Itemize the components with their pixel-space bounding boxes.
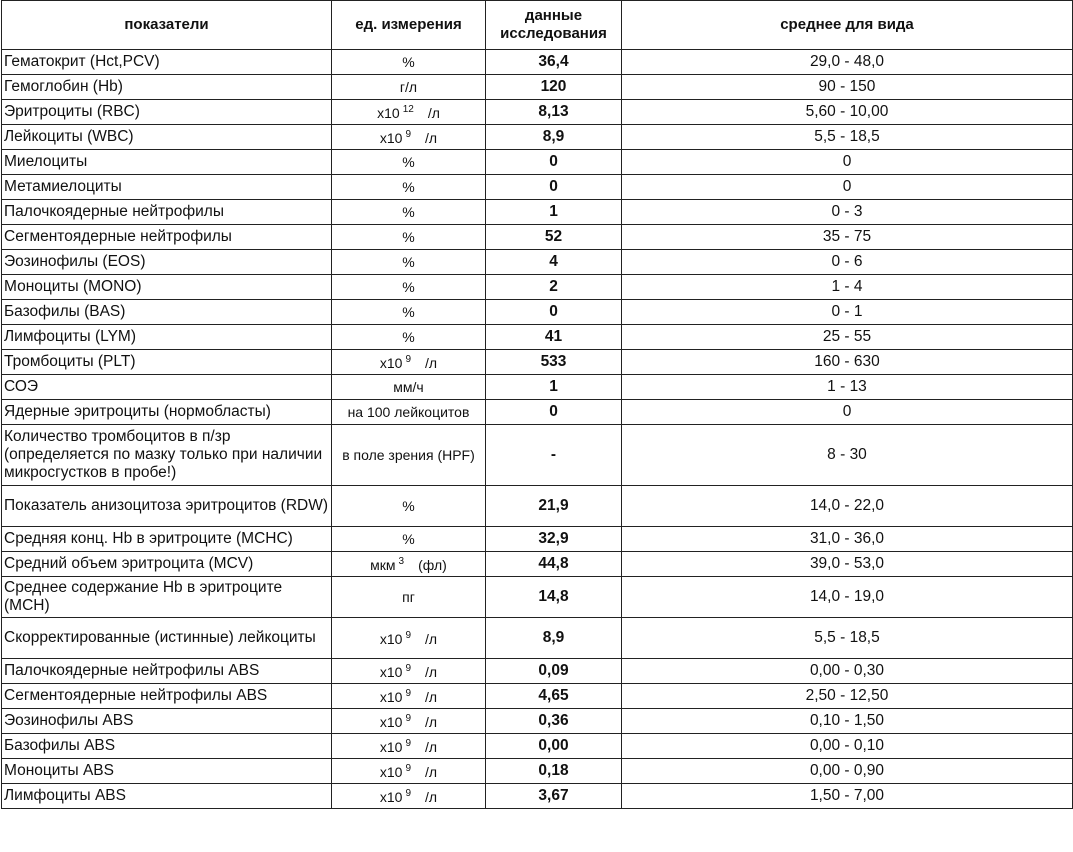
reference-range: 31,0 - 36,0 <box>622 527 1073 552</box>
result-value: 1 <box>486 200 622 225</box>
result-value: 41 <box>486 325 622 350</box>
unit-suffix: /л <box>425 688 438 705</box>
result-value: 120 <box>486 75 622 100</box>
param-name: Моноциты ABS <box>2 759 332 784</box>
param-name: Скорректированные (истинные) лейкоциты <box>2 618 332 659</box>
param-unit <box>332 577 486 618</box>
param-unit <box>332 527 486 552</box>
reference-range: 35 - 75 <box>622 225 1073 250</box>
unit-text: х10 <box>379 738 403 755</box>
result-value: 8,9 <box>486 125 622 150</box>
table-row <box>2 784 1073 809</box>
reference-range: 25 - 55 <box>622 325 1073 350</box>
unit-text: % <box>402 204 415 220</box>
result-value: 2 <box>486 275 622 300</box>
param-name: Тромбоциты (PLT) <box>2 350 332 375</box>
result-value: 533 <box>486 350 622 375</box>
unit-text: мм/ч <box>393 379 424 395</box>
result-value: 4 <box>486 250 622 275</box>
reference-range: 0 - 3 <box>622 200 1073 225</box>
unit-text: х10 <box>379 788 403 805</box>
result-value: 1 <box>486 375 622 400</box>
reference-range: 160 - 630 <box>622 350 1073 375</box>
param-name: Моноциты (MONO) <box>2 275 332 300</box>
result-value: 0,00 <box>486 734 622 759</box>
param-unit <box>332 552 486 577</box>
result-value: 0,36 <box>486 709 622 734</box>
result-value: - <box>486 425 622 486</box>
param-name: СОЭ <box>2 375 332 400</box>
unit-text: на 100 лейкоцитов <box>347 404 470 420</box>
table-row <box>2 175 1073 200</box>
unit-text: х10 <box>379 663 403 680</box>
table-row <box>2 250 1073 275</box>
unit-text: х10 <box>379 630 403 647</box>
param-name: Миелоциты <box>2 150 332 175</box>
unit-exponent: 9 <box>405 762 412 774</box>
result-value: 32,9 <box>486 527 622 552</box>
param-name: Эритроциты (RBC) <box>2 100 332 125</box>
param-name: Ядерные эритроциты (нормобласты) <box>2 400 332 425</box>
reference-range: 0 <box>622 150 1073 175</box>
reference-range: 0,10 - 1,50 <box>622 709 1073 734</box>
unit-exponent: 9 <box>405 737 412 749</box>
unit-exponent: 9 <box>405 787 412 799</box>
unit-suffix: /л <box>425 738 438 755</box>
unit-exponent: 12 <box>402 103 414 115</box>
unit-exponent: 9 <box>405 629 412 641</box>
table-row <box>2 486 1073 527</box>
reference-range: 5,60 - 10,00 <box>622 100 1073 125</box>
header-reference: среднее для вида <box>622 1 1073 50</box>
unit-suffix: /л <box>425 663 438 680</box>
header-unit: ед. измерения <box>332 1 486 50</box>
reference-range: 90 - 150 <box>622 75 1073 100</box>
reference-range: 1 - 4 <box>622 275 1073 300</box>
result-value: 14,8 <box>486 577 622 618</box>
param-unit <box>332 150 486 175</box>
reference-range: 39,0 - 53,0 <box>622 552 1073 577</box>
result-value: 0 <box>486 400 622 425</box>
param-unit <box>332 100 486 125</box>
param-name: Средний объем эритроцита (MCV) <box>2 552 332 577</box>
unit-suffix: /л <box>425 788 438 805</box>
table-row <box>2 759 1073 784</box>
unit-exponent: 9 <box>405 687 412 699</box>
param-unit <box>332 350 486 375</box>
param-name: Лимфоциты (LYM) <box>2 325 332 350</box>
table-row <box>2 400 1073 425</box>
table-row <box>2 275 1073 300</box>
reference-range: 0,00 - 0,30 <box>622 659 1073 684</box>
unit-suffix: /л <box>425 713 438 730</box>
unit-exponent: 9 <box>405 662 412 674</box>
param-name: Палочкоядерные нейтрофилы ABS <box>2 659 332 684</box>
reference-range: 29,0 - 48,0 <box>622 50 1073 75</box>
unit-text: х10 <box>379 129 403 146</box>
param-unit <box>332 684 486 709</box>
result-value: 44,8 <box>486 552 622 577</box>
unit-text: % <box>402 254 415 270</box>
param-name: Базофилы (BAS) <box>2 300 332 325</box>
param-name: Эозинофилы ABS <box>2 709 332 734</box>
table-row <box>2 150 1073 175</box>
param-unit <box>332 200 486 225</box>
reference-range: 1 - 13 <box>622 375 1073 400</box>
reference-range: 14,0 - 22,0 <box>622 486 1073 527</box>
reference-range: 5,5 - 18,5 <box>622 618 1073 659</box>
table-row <box>2 225 1073 250</box>
result-value: 21,9 <box>486 486 622 527</box>
unit-suffix: /л <box>425 354 438 371</box>
unit-text: х10 <box>379 688 403 705</box>
param-name: Лейкоциты (WBC) <box>2 125 332 150</box>
param-unit <box>332 125 486 150</box>
unit-text: х10 <box>379 763 403 780</box>
result-value: 0,18 <box>486 759 622 784</box>
param-name: Метамиелоциты <box>2 175 332 200</box>
param-unit <box>332 659 486 684</box>
table-row <box>2 100 1073 125</box>
param-unit <box>332 275 486 300</box>
table-row <box>2 425 1073 486</box>
param-name: Сегментоядерные нейтрофилы ABS <box>2 684 332 709</box>
param-name: Показатель анизоцитоза эритроцитов (RDW) <box>2 486 332 527</box>
unit-text: % <box>402 498 415 514</box>
table-row <box>2 618 1073 659</box>
table-row <box>2 577 1073 618</box>
unit-text: % <box>402 229 415 245</box>
table-row <box>2 350 1073 375</box>
reference-range: 5,5 - 18,5 <box>622 125 1073 150</box>
param-name: Гемоглобин (Hb) <box>2 75 332 100</box>
param-unit <box>332 709 486 734</box>
unit-text: % <box>402 54 415 70</box>
reference-range: 0,00 - 0,10 <box>622 734 1073 759</box>
reference-range: 0 - 1 <box>622 300 1073 325</box>
result-value: 3,67 <box>486 784 622 809</box>
param-unit <box>332 759 486 784</box>
result-value: 36,4 <box>486 50 622 75</box>
param-name: Палочкоядерные нейтрофилы <box>2 200 332 225</box>
param-unit <box>332 325 486 350</box>
param-unit <box>332 175 486 200</box>
result-value: 4,65 <box>486 684 622 709</box>
unit-text: х10 <box>379 713 403 730</box>
reference-range: 0 <box>622 175 1073 200</box>
param-name: Эозинофилы (EOS) <box>2 250 332 275</box>
table-row <box>2 659 1073 684</box>
param-name: Среднее содержание Hb в эритроците (MCH) <box>2 577 332 618</box>
param-unit <box>332 50 486 75</box>
header-row <box>2 1 1073 50</box>
table-row <box>2 125 1073 150</box>
table-row <box>2 552 1073 577</box>
param-unit <box>332 75 486 100</box>
param-unit <box>332 300 486 325</box>
unit-exponent: 9 <box>405 128 412 140</box>
result-value: 0 <box>486 150 622 175</box>
result-value: 0 <box>486 300 622 325</box>
table-row <box>2 50 1073 75</box>
unit-exponent: 9 <box>405 712 412 724</box>
param-unit <box>332 375 486 400</box>
reference-range: 14,0 - 19,0 <box>622 577 1073 618</box>
unit-text: % <box>402 329 415 345</box>
param-unit <box>332 425 486 486</box>
unit-suffix: /л <box>425 763 438 780</box>
table-row <box>2 684 1073 709</box>
param-unit <box>332 486 486 527</box>
reference-range: 0 - 6 <box>622 250 1073 275</box>
unit-exponent: 9 <box>405 353 412 365</box>
unit-text: х10 <box>379 354 403 371</box>
unit-text: пг <box>402 589 415 605</box>
unit-text: % <box>402 531 415 547</box>
unit-text: % <box>402 154 415 170</box>
param-name: Количество тромбоцитов в п/зр (определяется по мазку только при наличии микросгустков в пробе!) <box>2 425 332 486</box>
unit-text: х10 <box>377 104 400 121</box>
param-unit <box>332 784 486 809</box>
result-value: 8,9 <box>486 618 622 659</box>
table-row <box>2 200 1073 225</box>
header-param: показатели <box>2 1 332 50</box>
reference-range: 1,50 - 7,00 <box>622 784 1073 809</box>
param-unit <box>332 250 486 275</box>
param-unit <box>332 618 486 659</box>
param-unit <box>332 225 486 250</box>
unit-suffix: /л <box>425 630 438 647</box>
lab-results-table <box>1 0 1073 809</box>
table-row <box>2 709 1073 734</box>
unit-suffix: (фл) <box>418 556 447 573</box>
unit-text: % <box>402 304 415 320</box>
param-name: Лимфоциты ABS <box>2 784 332 809</box>
unit-text: % <box>402 179 415 195</box>
param-name: Сегментоядерные нейтрофилы <box>2 225 332 250</box>
table-row <box>2 375 1073 400</box>
table-row <box>2 734 1073 759</box>
table-row <box>2 75 1073 100</box>
unit-suffix: /л <box>425 129 438 146</box>
unit-suffix: /л <box>427 104 440 121</box>
result-value: 8,13 <box>486 100 622 125</box>
param-unit <box>332 734 486 759</box>
result-value: 0,09 <box>486 659 622 684</box>
result-value: 52 <box>486 225 622 250</box>
result-value: 0 <box>486 175 622 200</box>
unit-text: % <box>402 279 415 295</box>
table-row <box>2 325 1073 350</box>
unit-text: в поле зрения (HPF) <box>342 447 475 463</box>
param-name: Гематокрит (Hct,PCV) <box>2 50 332 75</box>
reference-range: 0 <box>622 400 1073 425</box>
table-row <box>2 527 1073 552</box>
reference-range: 2,50 - 12,50 <box>622 684 1073 709</box>
param-name: Средняя конц. Hb в эритроците (MCHC) <box>2 527 332 552</box>
param-unit <box>332 400 486 425</box>
table-row <box>2 300 1073 325</box>
unit-exponent: 3 <box>398 555 405 567</box>
header-result: данные исследования <box>486 1 622 50</box>
reference-range: 0,00 - 0,90 <box>622 759 1073 784</box>
unit-text: г/л <box>399 79 418 95</box>
reference-range: 8 - 30 <box>622 425 1073 486</box>
param-name: Базофилы ABS <box>2 734 332 759</box>
unit-text: мкм <box>370 556 396 573</box>
